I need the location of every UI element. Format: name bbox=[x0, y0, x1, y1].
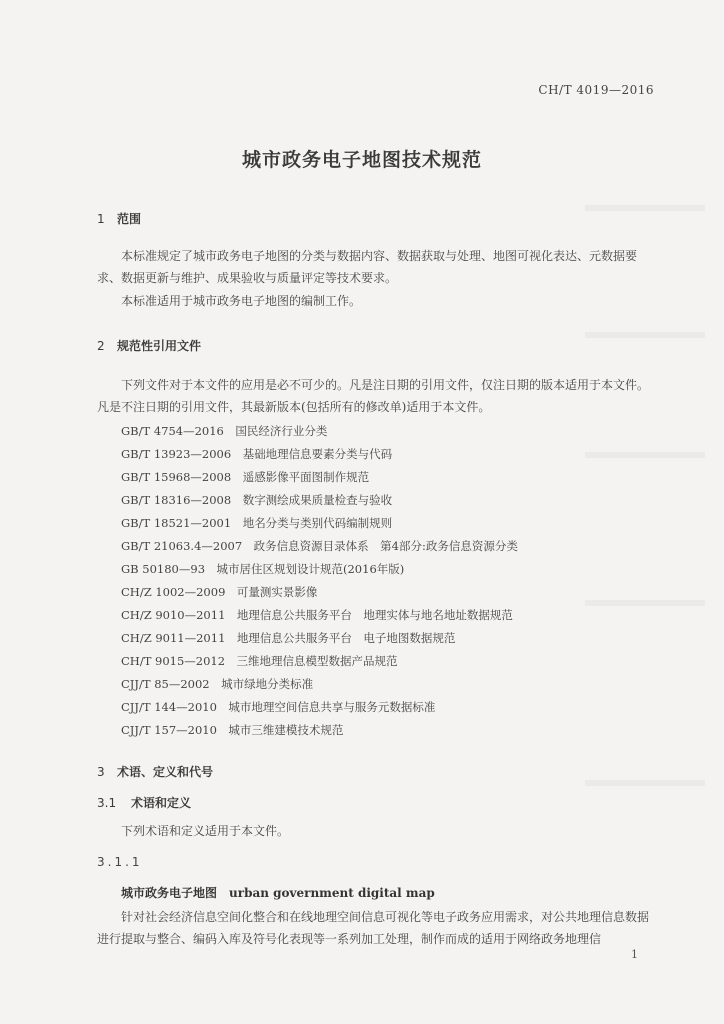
bleed-through-mark bbox=[585, 452, 705, 458]
reference-item: CJJ/T 157—2010 城市三维建模技术规范 bbox=[121, 723, 344, 737]
bleed-through-mark bbox=[585, 332, 705, 338]
section-2-intro: 下列文件对于本文件的应用是必不可少的。凡是注日期的引用文件，仅注日期的版本适用于本文件。凡是不注日期的引用文件，其最新版本(包括所有的修改单)适用于本文件。 bbox=[97, 378, 650, 414]
standard-code: CH/T 4019—2016 bbox=[538, 83, 654, 97]
section-title: 规范性引用文件 bbox=[117, 339, 202, 353]
section-1-heading bbox=[97, 210, 141, 227]
reference-item: GB/T 21063.4—2007 政务信息资源目录体系 第4部分:政务信息资源分类 bbox=[121, 539, 518, 553]
reference-item: CJJ/T 144—2010 城市地理空间信息共享与服务元数据标准 bbox=[121, 700, 436, 714]
section-title: 术语和定义 bbox=[131, 796, 192, 810]
section-title: 范围 bbox=[117, 212, 142, 226]
reference-item: CH/Z 9010—2011 地理信息公共服务平台 地理实体与地名地址数据规范 bbox=[121, 608, 513, 622]
term-name bbox=[121, 884, 435, 901]
term-definition: 针对社会经济信息空间化整合和在线地理空间信息可视化等电子政务应用需求，对公共地理信息数据进行提取与整合、编码入库及符号化表现等一系列加工处理，制作而成的适用于网络政务地理信 bbox=[97, 910, 650, 946]
reference-item: CH/Z 1002—2009 可量测实景影像 bbox=[121, 585, 318, 599]
reference-item: GB/T 18316—2008 数字测绘成果质量检查与验收 bbox=[121, 493, 393, 507]
reference-item: GB/T 4754—2016 国民经济行业分类 bbox=[121, 424, 328, 438]
reference-item: CH/Z 9011—2011 地理信息公共服务平台 电子地图数据规范 bbox=[121, 631, 456, 645]
document-title: 城市政务电子地图技术规范 bbox=[241, 149, 482, 171]
bleed-through-mark bbox=[585, 205, 705, 211]
section-title: 术语、定义和代号 bbox=[117, 765, 214, 779]
section-3-1-intro: 下列术语和定义适用于本文件。 bbox=[121, 824, 290, 838]
reference-item: CJJ/T 85—2002 城市绿地分类标准 bbox=[121, 677, 314, 691]
section-3-heading bbox=[97, 763, 213, 780]
page-number: 1 bbox=[631, 948, 638, 961]
section-number: 3.1 bbox=[97, 796, 117, 810]
reference-item: GB/T 18521—2001 地名分类与类别代码编制规则 bbox=[121, 516, 393, 530]
section-number: 2 bbox=[97, 339, 105, 353]
section-number: 1 bbox=[97, 212, 105, 226]
section-1-paragraph-2: 本标准适用于城市政务电子地图的编制工作。 bbox=[121, 294, 362, 308]
section-2-heading bbox=[97, 337, 201, 354]
reference-item: CH/T 9015—2012 三维地理信息模型数据产品规范 bbox=[121, 654, 398, 668]
term-number: 3.1.1 bbox=[97, 855, 143, 869]
reference-item: GB/T 13923—2006 基础地理信息要素分类与代码 bbox=[121, 447, 393, 461]
reference-item: GB/T 15968—2008 遥感影像平面图制作规范 bbox=[121, 470, 370, 484]
section-number: 3 bbox=[97, 765, 105, 779]
section-1-paragraph-1: 本标准规定了城市政务电子地图的分类与数据内容、数据获取与处理、地图可视化表达、元数据要求、数据更新与维护、成果验收与质量评定等技术要求。 bbox=[97, 249, 638, 285]
term-name-english: urban government digital map bbox=[229, 886, 435, 900]
bleed-through-mark bbox=[585, 600, 705, 606]
reference-item: GB 50180—93 城市居住区规划设计规范(2016年版) bbox=[121, 562, 405, 576]
bleed-through-mark bbox=[585, 780, 705, 786]
section-3-1-heading bbox=[97, 794, 191, 811]
term-name-chinese: 城市政务电子地图 bbox=[121, 886, 218, 900]
